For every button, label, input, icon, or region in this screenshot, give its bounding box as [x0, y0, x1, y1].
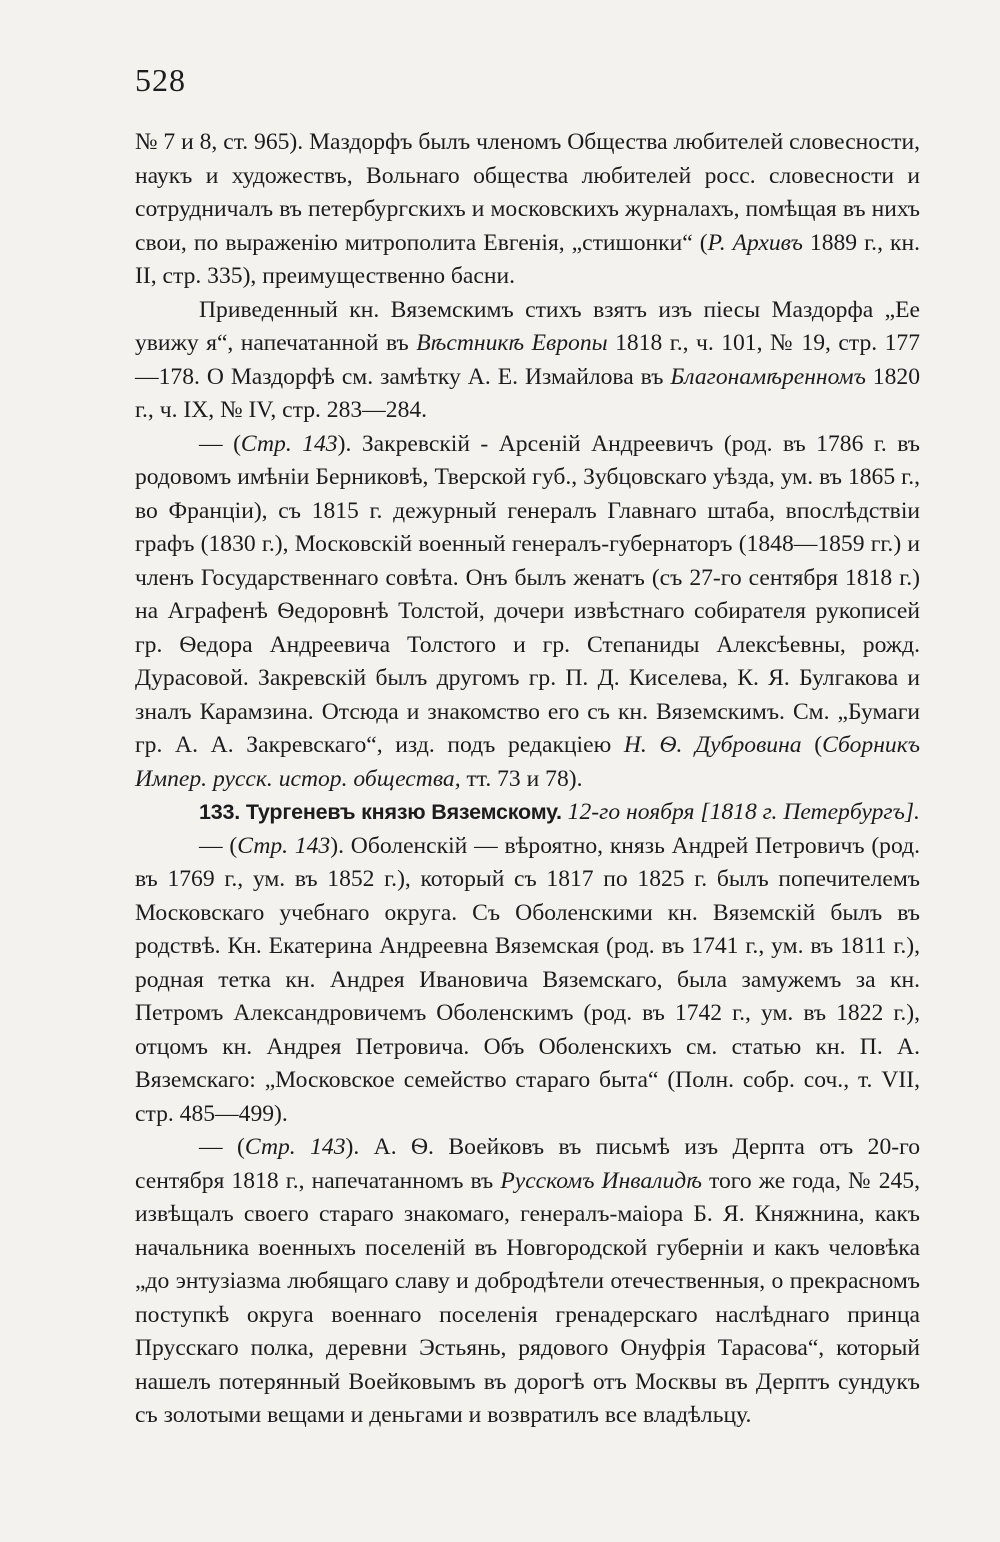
- italic-page-ref: Стр. 143: [240, 430, 338, 457]
- text-run: — (: [199, 1134, 245, 1160]
- paragraph-zakrevsky: [135, 428, 920, 797]
- paragraph-voeikov: [135, 1131, 920, 1433]
- commentary-block-continued: [135, 126, 920, 796]
- paragraph-mazdorf-verse: [135, 294, 920, 428]
- italic-citation: Н. Ѳ. Дубровина: [623, 732, 802, 758]
- italic-citation: Благонамѣренномъ: [670, 363, 866, 390]
- text-run: 1889 г., кн. II, стр. 335), преимущественно басни.: [135, 229, 921, 289]
- italic-citation: Вѣстникѣ Европы: [416, 330, 608, 356]
- entry-title: 133. Тургеневъ князю Вяземскому.: [199, 800, 562, 824]
- text-run: 1818 г., ч. 101, № 19, стр. 177—178. О Маздорфѣ см. замѣтку А. Е. Измайлова въ: [135, 330, 921, 390]
- italic-citation: Сборникъ Импер. русск. истор. общества,: [135, 732, 920, 792]
- text-run: Приведенный кн. Вяземскимъ стихъ взятъ изъ піесы Маздорфа „Ее увижу я“, напечатанной въ: [135, 296, 920, 356]
- page-number: 528: [135, 62, 186, 98]
- text-run: (: [801, 732, 823, 758]
- text-run: ). Оболенскій — вѣроятно, князь Андрей Петровичъ (род. въ 1769 г., ум. въ 1852 г.), который съ 1817 по 1825 г. былъ попечителемъ Московскаго учебнаго округа. Съ Оболенскими кн. Вяземскій былъ въ родствѣ. Кн. Екатерина Андреевна Вяземская (род. въ 1741 г., ум. въ 1811 г.), родная тетка кн. Андрея Ивановича Вяземскаго, была замужемъ за кн. Петромъ Александровичемъ Оболенскимъ (род. въ 1742 г., ум. въ 1822 г.), отцомъ кн. Андрея Петровича. Объ Оболенскихъ см. статью кн. П. А. Вяземскаго: „Московское семейство стараго быта“ (Полн. собр. соч., т. VII, стр. 485—499).: [135, 832, 920, 1127]
- paragraph-mazdorf-continued: [135, 126, 920, 294]
- text-run: ). А. Ѳ. Воейковъ въ письмѣ изъ Дерпта отъ 20-го сентября 1818 г., напечатанномъ въ: [135, 1134, 920, 1194]
- text-run: — (: [199, 430, 241, 457]
- text-run: тт. 73 и 78).: [460, 765, 583, 792]
- entry-heading: [135, 796, 920, 830]
- italic-citation: Р. Архивъ: [707, 229, 803, 256]
- italic-citation: Русскомъ Инвалидѣ: [500, 1167, 702, 1194]
- letter-133-commentary: [135, 796, 920, 1433]
- text-run: ). Закревскій - Арсеній Андреевичъ (род. въ 1786 г. въ родовомъ имѣніи Берниковѣ, Тверской губ., Зубцовскаго уѣзда, ум. въ 1865 г., во Франціи), съ 1815 г. дежурный генералъ Главнаго штаба, впослѣдствіи графъ (1830 г.), Московскій военный генералъ-губернаторъ (1848—1859 гг.) и членъ Государственнаго совѣта. Онъ былъ женатъ (съ 27-го сентября 1818 г.) на Аграфенѣ Ѳедоровнѣ Толстой, дочери извѣстнаго собирателя рукописей гр. Ѳедора Андреевича Толстого и гр. Степаниды Алексѣевны, рожд. Дурасовой. Закревскій былъ другомъ гр. П. Д. Киселева, К. Я. Булгакова и зналъ Карамзина. Отсюда и знакомство его съ кн. Вяземскимъ. См. „Бумаги гр. А. А. Закревскаго“, изд. подъ редакціею: [135, 430, 920, 758]
- text-run: того же года, № 245, извѣщалъ своего стараго знакомаго, генералъ-маіора Б. Я. Княжнина, какъ начальника военныхъ поселеній въ Новгородской губерніи и какъ человѣка „до энтузіазма любящаго славу и добродѣтели отечественныя, о прекрасномъ поступкѣ округа военнаго поселенія гренадерскаго наслѣднаго принца Прусскаго полка, деревни Эстьянь, рядового Онуфрія Тарасова“, который нашелъ потерянный Воейковымъ въ дорогѣ отъ Москвы въ Дерптъ сундукъ съ золотыми вещами и деньгами и возвратилъ все владѣльцу.: [135, 1167, 920, 1428]
- paragraph-obolensky: [135, 830, 920, 1132]
- text-run: — (: [199, 832, 238, 859]
- entry-date: 12-го ноября [1818 г. Петербургъ].: [561, 799, 920, 825]
- text-run: 1820 г., ч. IX, № IV, стр. 283—284.: [135, 363, 920, 423]
- text-run: № 7 и 8, ст. 965). Маздорфъ былъ членомъ Общества любителей словесности, наукъ и художествъ, Вольнаго общества любителей росс. словесности и сотрудничалъ въ петербургскихъ и московскихъ журналахъ, помѣщая въ нихъ свои, по выраженію митрополита Евгенія, „стишонки“ (: [135, 129, 920, 256]
- italic-page-ref: Стр. 143: [244, 1134, 346, 1160]
- italic-page-ref: Стр. 143: [237, 832, 331, 859]
